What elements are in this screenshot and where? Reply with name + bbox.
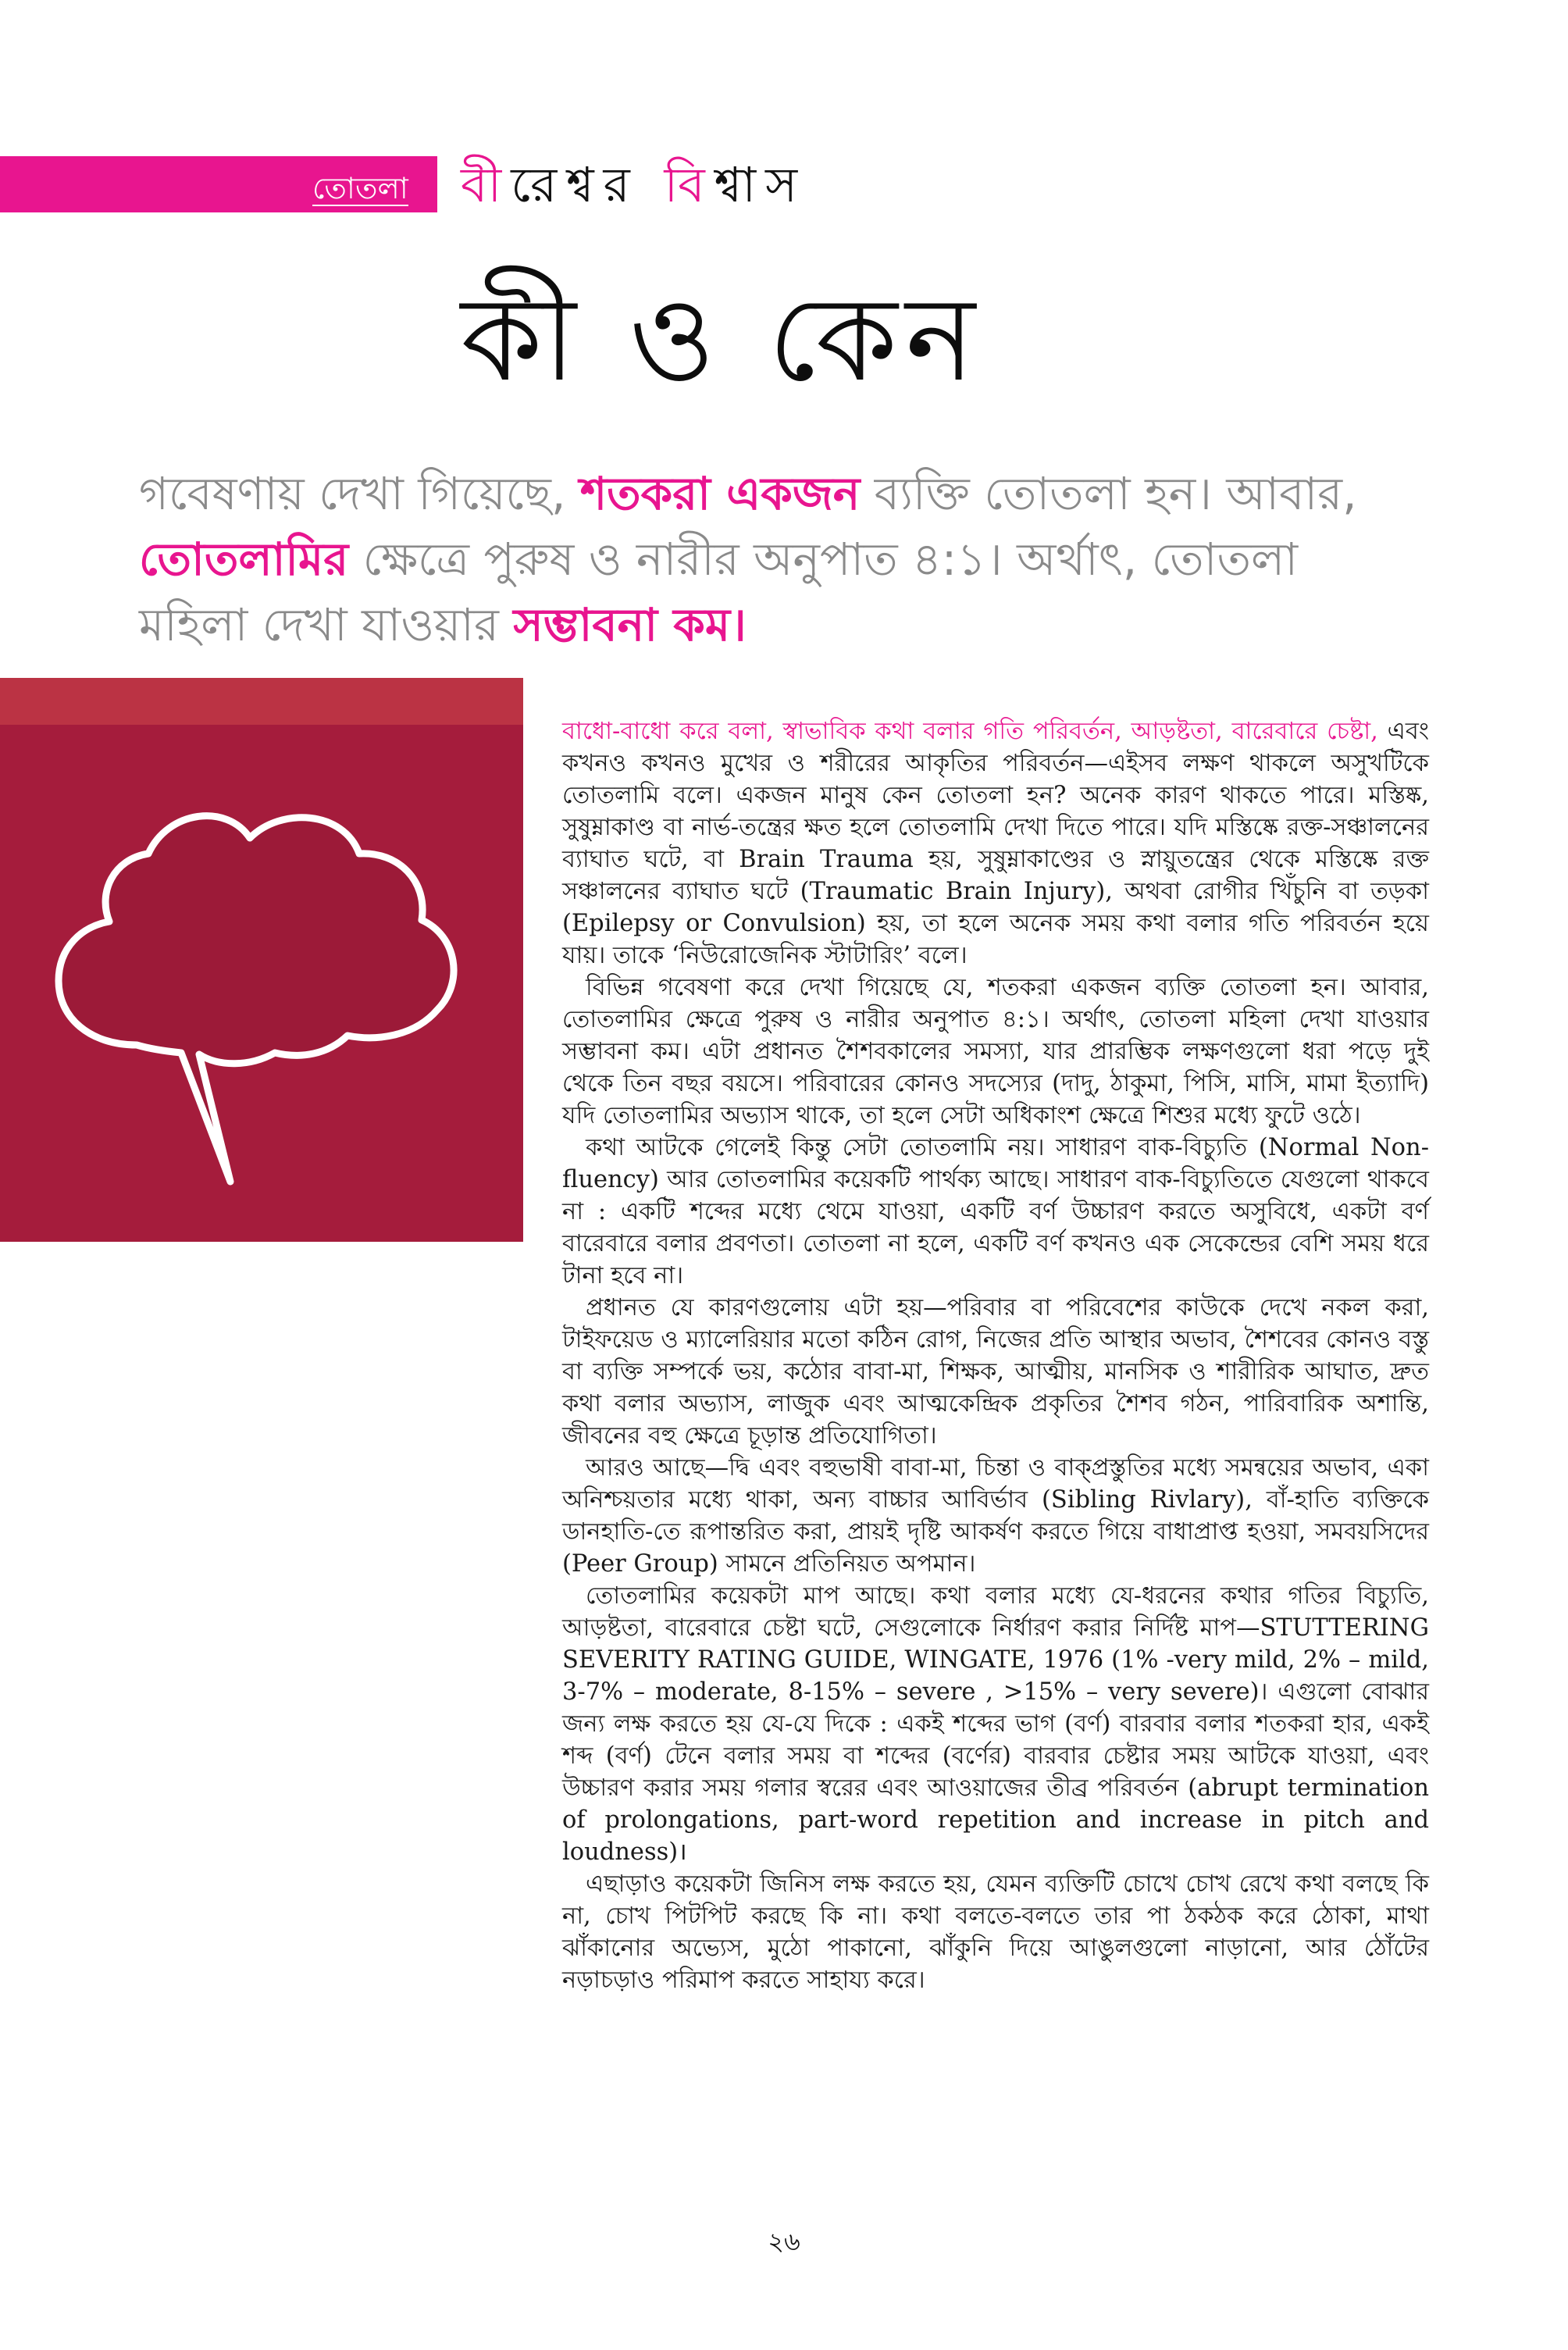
body-text: এবং কখনও কখনও মুখের ও শরীরের আকৃতির পরিবর্তন—এইসব লক্ষণ থাকলে অসুখটিকে তোতলামি বলে। একজন মানুষ কেন তোতলা হন? অনেক কারণ থাকতে পারে। মস্তিষ্ক, সুষুম্নাকাণ্ড বা নার্ভ-তন্ত্রের ক্ষত হলে তোতলামি দেখা দিতে পারে। যদি মস্তিষ্কে রক্ত-সঞ্চালনের ব্যাঘাত ঘটে, বা Brain Trauma হয়, সুষুম্নাকাণ্ডের ও স্নায়ুতন্ত্রের থেকে মস্তিষ্কে রক্ত সঞ্চালনের ব্যাঘাত ঘটে (Traumatic Brain Injury), অথবা রোগীর খিঁচুনি বা তড়কা (Epilepsy or Convulsion) হয়, তা হলে অনেক সময় কথা বলার গতি পরিবর্তন হয়ে যায়। তাকে ‘নিউরোজেনিক স্টাটারিং’ বলে। — [562, 718, 1429, 969]
body-paragraph: আরও আছে—দ্বি এবং বহুভাষী বাবা-মা, চিন্তা ও বাক্‌প্রস্তুতির মধ্যে সমন্বয়ের অভাব, একা অনিশ্চয়তার মধ্যে থাকা, অন্য বাচ্চার আবির্ভাব (Sibling Rivlary), বাঁ-হাতি ব্যক্তিকে ডানহাতি-তে রূপান্তরিত করা, প্রায়ই দৃষ্টি আকর্ষণ করতে গিয়ে বাধাপ্রাপ্ত হওয়া, সমবয়সিদের (Peer Group) সামনে প্রতিনিয়ত অপমান। — [562, 1454, 1429, 1578]
speech-bubble-illustration — [0, 678, 523, 1242]
body-highlight: বাধো-বাধো করে বলা, স্বাভাবিক কথা বলার গতি পরিবর্তন, আড়ষ্টতা, বারেবারে চেষ্টা, — [562, 718, 1378, 745]
section-tag: তোতলা — [312, 171, 408, 205]
article-title: কী ও কেন — [461, 272, 983, 408]
author-first-rest: রেশ্বর — [511, 156, 640, 213]
illustration-top-band — [0, 678, 523, 725]
author-first-initial: বী — [461, 156, 511, 213]
body-paragraph: তোতলামির কয়েকটা মাপ আছে। কথা বলার মধ্যে যে-ধরনের কথার গতির বিচ্যুতি, আড়ষ্টতা, বারেবারে চেষ্টা ঘটে, সেগুলোকে নির্ধারণ করার নির্দিষ্ট মাপ—STUTTERING SEVERITY RATING GUIDE, WINGATE, 1976 (1% -very mild, 2% – mild, 3-7% – moderate, 8-15% – severe , >15% – very severe)। এগুলো বোঝার জন্য লক্ষ করতে হয় যে-যে দিকে : একই শব্দের ভাগ (বর্ণ) বারবার বলার শতকরা হার, একই শব্দ (বর্ণ) টেনে বলার সময় বা শব্দের (বর্ণের) বারবার চেষ্টার সময় আটকে যাওয়া, এবং উচ্চারণ করার সময় গলার স্বরের এবং আওয়াজের তীব্র পরিবর্তন (abrupt termination of prolongations, part-word repetition and increase in pitch and loudness)। — [562, 1582, 1429, 1866]
lead-highlight: সম্ভাবনা কম। — [513, 598, 747, 651]
body-paragraph: এছাড়াও কয়েকটা জিনিস লক্ষ করতে হয়, যেমন ব্যক্তিটি চোখে চোখ রেখে কথা বলছে কি না, চোখ পিটপিট করছে কি না। কথা বলতে-বলতে তার পা ঠকঠক করে ঠোকা, মাথা ঝাঁকানোর অভ্যেস, মুঠো পাকানো, ঝাঁকুনি দিয়ে আঙুলগুলো নাড়ানো, আর ঠোঁটের নড়াচড়াও পরিমাপ করতে সাহায্য করে। — [562, 1870, 1429, 1994]
body-paragraph — [562, 715, 1429, 972]
author-last-initial: বি — [664, 156, 715, 213]
body-paragraph: কথা আটকে গেলেই কিন্তু সেটা তোতলামি নয়। সাধারণ বাক-বিচ্যুতি (Normal Non-fluency) আর তোতলামির কয়েকটি পার্থক্য আছে। সাধারণ বাক-বিচ্যুতিতে যেগুলো থাকবে না : একটি শব্দের মধ্যে থেমে যাওয়া, একটি বর্ণ উচ্চারণ করতে অসুবিধে, একটা বর্ণ বারেবারে বলার প্রবণতা। তোতলা না হলে, একটি বর্ণ কখনও এক সেকেন্ডের বেশি সময় ধরে টানা হবে না। — [562, 1134, 1429, 1289]
lead-highlight: শতকরা একজন — [579, 467, 861, 520]
author-name — [461, 156, 807, 213]
lead-paragraph — [139, 461, 1420, 658]
lead-segment: ক্ষেত্রে পুরুষ ও নারীর অনুপাত ৪:১। অর্থাৎ, তোতলা মহিলা দেখা যাওয়ার — [139, 533, 1299, 651]
article-body — [562, 715, 1429, 1996]
lead-segment: গবেষণায় দেখা গিয়েছে, — [139, 467, 580, 520]
lead-highlight: তোতলামির — [139, 533, 349, 586]
lead-segment: ব্যক্তি তোতলা হন। আবার, — [860, 467, 1357, 520]
body-paragraph: বিভিন্ন গবেষণা করে দেখা গিয়েছে যে, শতকরা একজন ব্যক্তি তোতলা হন। আবার, তোতলামির ক্ষেত্রে পুরুষ ও নারীর অনুপাত ৪:১। অর্থাৎ, তোতলা মহিলা দেখা যাওয়ার সম্ভাবনা কম। এটা প্রধানত শৈশবকালের সমস্যা, যার প্রারম্ভিক লক্ষণগুলো ধরা পড়ে দুই থেকে তিন বছর বয়সে। পরিবারের কোনও সদস্যের (দাদু, ঠাকুমা, পিসি, মাসি, মামা ইত্যাদি) যদি তোতলামির অভ্যাস থাকে, তা হলে সেটা অধিকাংশ ক্ষেত্রে শিশুর মধ্যে ফুটে ওঠে। — [562, 974, 1429, 1129]
page-number: ২৬ — [768, 2227, 800, 2256]
body-paragraph: প্রধানত যে কারণগুলোয় এটা হয়—পরিবার বা পরিবেশের কাউকে দেখে নকল করা, টাইফয়েড ও ম্যালেরিয়ার মতো কঠিন রোগ, নিজের প্রতি আস্থার অভাব, শৈশবের কোনও বস্তু বা ব্যক্তি সম্পর্কে ভয়, কঠোর বাবা-মা, শিক্ষক, আত্মীয়, মানসিক ও শারীরিক আঘাত, দ্রুত কথা বলার অভ্যাস, লাজুক এবং আত্মকেন্দ্রিক প্রকৃতির শৈশব গঠন, পারিবারিক অশান্তি, জীবনের বহু ক্ষেত্রে চূড়ান্ত প্রতিযোগিতা। — [562, 1294, 1429, 1450]
author-last-rest: শ্বাস — [714, 156, 807, 213]
